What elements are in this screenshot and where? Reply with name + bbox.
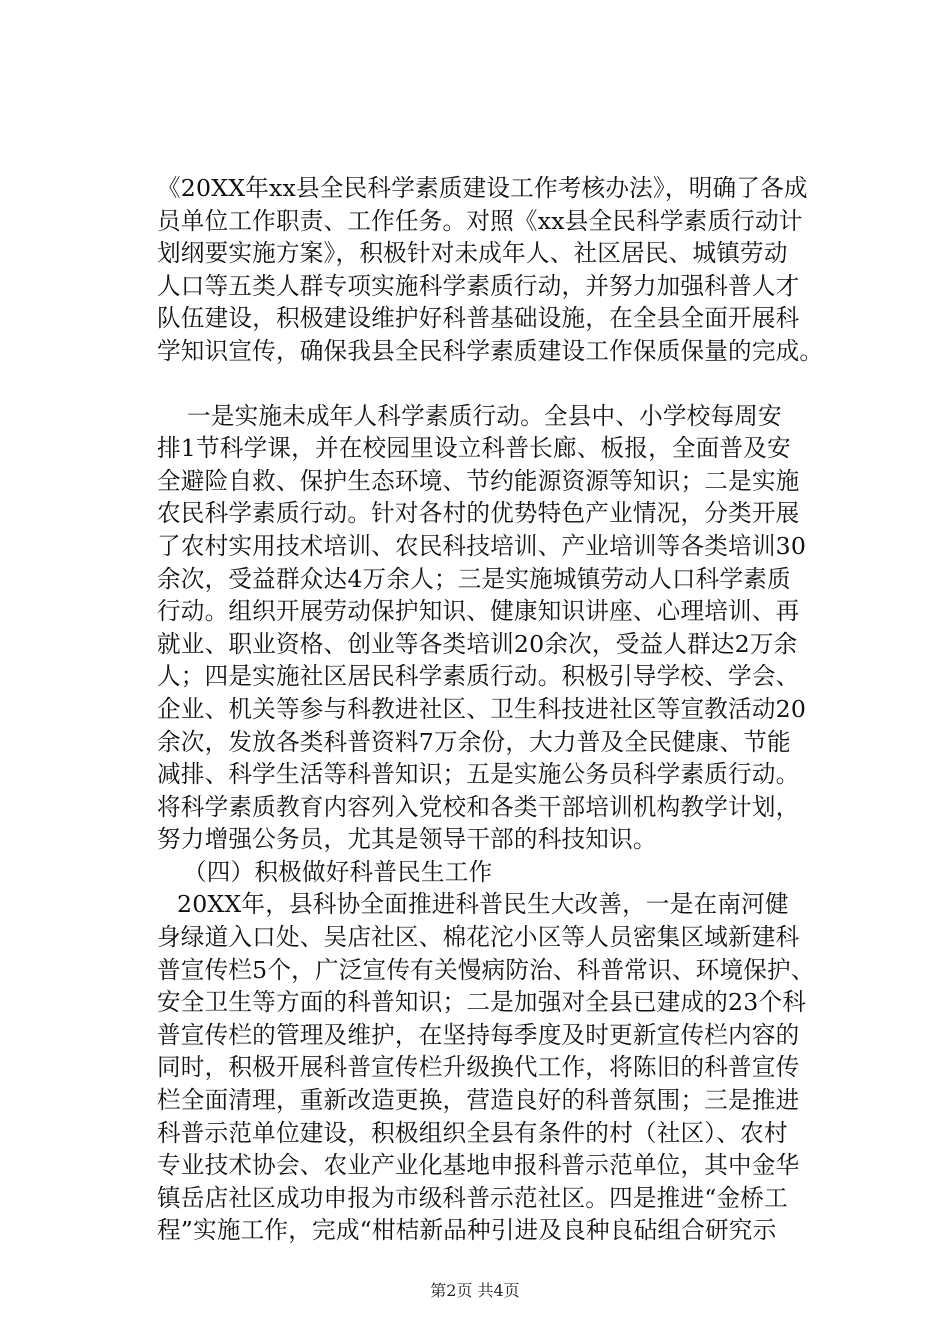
- text-line: 普宣传栏5个，广泛宣传有关慢病防治、科普常识、环境保护、: [157, 955, 815, 984]
- text-line: 栏全面清理，重新改造更换，营造良好的科普氛围；三是推进: [157, 1086, 800, 1115]
- text-line: 将科学素质教育内容列入党校和各类干部培训机构教学计划，: [157, 792, 800, 821]
- text-line: 一是实施未成年人科学素质行动。全县中、小学校每周安: [187, 401, 782, 430]
- text-line: 余次，受益群众达4万余人；三是实施城镇劳动人口科学素质: [157, 564, 791, 593]
- text-line: 学知识宣传，确保我县全民科学素质建设工作保质保量的完成。: [157, 336, 824, 365]
- text-line: 行动。组织开展劳动保护知识、健康知识讲座、心理培训、再: [157, 597, 800, 626]
- text-line: 就业、职业资格、创业等各类培训20余次，受益人群达2万余: [157, 629, 798, 658]
- text-line: 人；四是实施社区居民科学素质行动。积极引导学校、学会、: [157, 662, 800, 691]
- paragraph-science-literacy-actions: [157, 400, 852, 856]
- text-line: 20XX年，县科协全面推进科普民生大改善，一是在南河健: [177, 890, 789, 919]
- text-line: 排1节科学课，并在校园里设立科普长廊、板报，全面普及安: [157, 434, 791, 463]
- text-line: 了农村实用技术培训、农民科技培训、产业培训等各类培训30: [157, 531, 807, 560]
- paragraph-science-livelihood: [157, 888, 852, 1247]
- text-line: 同时，积极开展科普宣传栏升级换代工作，将陈旧的科普宣传: [157, 1053, 800, 1082]
- text-line: 安全卫生等方面的科普知识；二是加强对全县已建成的23个科: [157, 988, 807, 1017]
- text-line: 努力增强公务员，尤其是领导干部的科技知识。: [157, 825, 657, 854]
- document-body: [157, 172, 852, 1247]
- text-line: 全避险自救、保护生态环境、节约能源资源等知识；二是实施: [157, 466, 800, 495]
- text-line: 专业技术协会、农业产业化基地申报科普示范单位，其中金华: [157, 1151, 800, 1180]
- text-line: 人口等五类人群专项实施科学素质行动，并努力加强科普人才: [157, 271, 800, 300]
- text-line: 程”实施工作，完成“柑桔新品种引进及良种良砧组合研究示: [157, 1216, 777, 1245]
- text-line: 科普示范单位建设，积极组织全县有条件的村（社区）、农村: [157, 1118, 788, 1147]
- text-line: 普宣传栏的管理及维护，在坚持每季度及时更新宣传栏内容的: [157, 1020, 800, 1049]
- text-line: 镇岳店社区成功申报为市级科普示范社区。四是推进“金桥工: [157, 1183, 788, 1212]
- text-line: 划纲要实施方案》，积极针对未成年人、社区居民、城镇劳动: [157, 239, 788, 268]
- page-number-footer: 第2页 共4页: [430, 1281, 520, 1300]
- text-line: 身绿道入口处、吴店社区、棉花沱小区等人员密集区域新建科: [157, 923, 800, 952]
- paragraph-continuation: [157, 172, 852, 368]
- paragraph-spacer: [157, 368, 852, 400]
- text-line: 企业、机关等参与科教进社区、卫生科技进社区等宣教活动20: [157, 694, 807, 723]
- text-line: 队伍建设，积极建设维护好科普基础设施，在全县全面开展科: [157, 304, 800, 333]
- text-line: 员单位工作职责、工作任务。对照《xx县全民科学素质行动计: [157, 206, 803, 235]
- text-line: 余次，发放各类科普资料7万余份，大力普及全民健康、节能: [157, 727, 791, 756]
- text-line: 农民科学素质行动。针对各村的优势特色产业情况，分类开展: [157, 499, 800, 528]
- text-line: 减排、科学生活等科普知识；五是实施公务员科学素质行动。: [157, 760, 800, 789]
- text-line: 《20XX年xx县全民科学素质建设工作考核办法》，明确了各成: [157, 174, 808, 202]
- section-heading: （四）积极做好科普民生工作: [183, 857, 493, 886]
